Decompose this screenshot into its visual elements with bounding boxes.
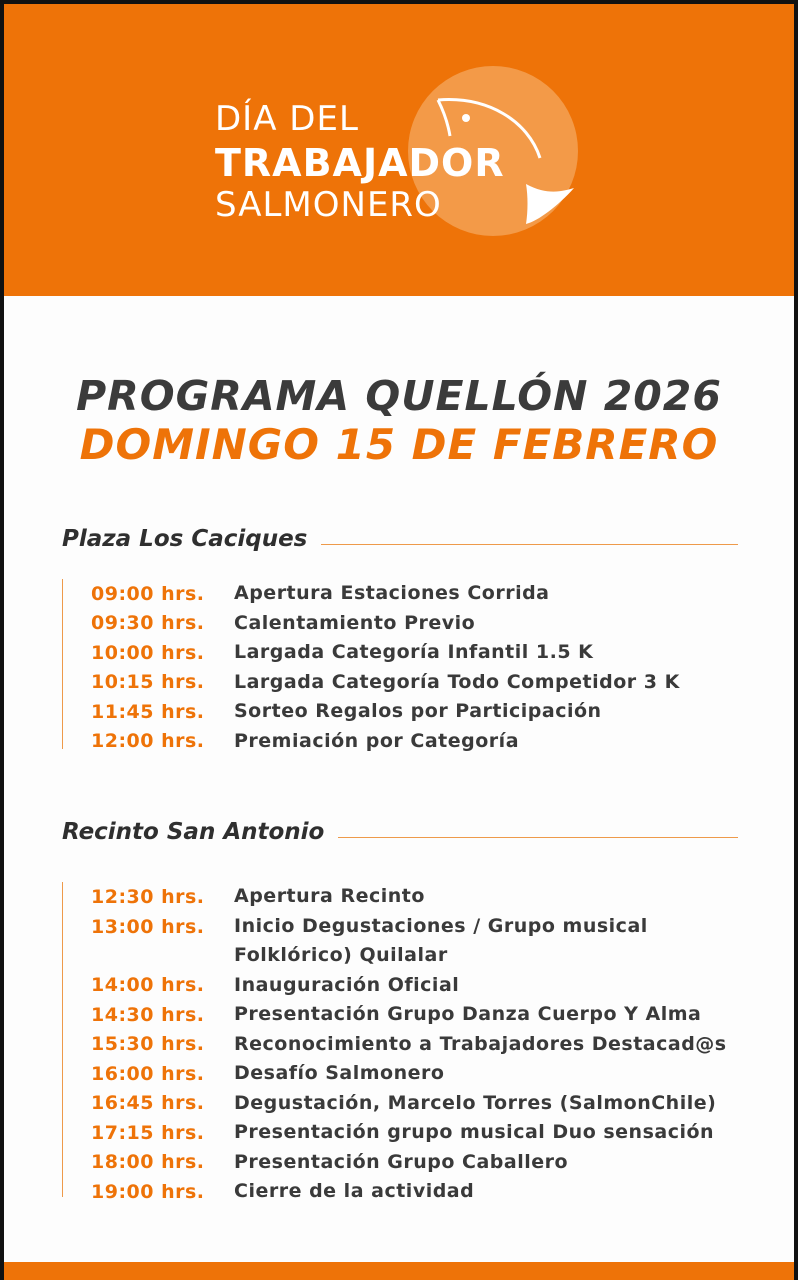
schedule-recinto	[62, 882, 727, 1203]
schedule-time: 12:00 hrs.	[91, 730, 205, 753]
schedule-time: 10:00 hrs.	[91, 641, 205, 664]
section-divider	[338, 837, 738, 838]
schedule-row	[91, 1177, 727, 1207]
program-title: PROGRAMA QUELLÓN 2026	[76, 372, 722, 420]
schedule-time: 19:00 hrs.	[91, 1180, 205, 1203]
program-date: DOMINGO 15 DE FEBRERO	[79, 420, 719, 469]
schedule-activity: Calentamiento Previo	[234, 611, 476, 634]
schedule-row	[91, 697, 680, 727]
schedule-activity: Sorteo Regalos por Participación	[234, 700, 602, 722]
schedule-row	[91, 1148, 727, 1178]
schedule-activity: Apertura Estaciones Corrida	[234, 582, 550, 604]
schedule-activity: Largada Categoría Todo Competidor 3 K	[234, 670, 680, 693]
frame-right	[794, 0, 798, 1280]
schedule-activity: Inicio Degustaciones / Grupo musical	[234, 914, 648, 937]
footer-bar	[4, 1262, 794, 1280]
schedule-activity: Degustación, Marcelo Torres (SalmonChile)	[234, 1091, 717, 1114]
section-title: Plaza Los Caciques	[62, 526, 308, 552]
header-banner	[4, 4, 794, 296]
schedule-row	[91, 882, 727, 912]
schedule-activity: Apertura Recinto	[234, 885, 425, 907]
schedule-row	[91, 727, 680, 757]
schedule-activity: Presentación Grupo Caballero	[234, 1150, 569, 1173]
schedule-time: 15:30 hrs.	[91, 1033, 205, 1056]
schedule-time: 16:00 hrs.	[91, 1062, 205, 1085]
schedule-activity-continued: Folklórico) Quilalar	[234, 944, 448, 966]
logo-line-1: DÍA DEL	[215, 99, 359, 139]
schedule-activity-multiline	[234, 912, 648, 971]
section-header-plaza	[62, 526, 738, 552]
schedule-row	[91, 668, 680, 698]
schedule-row	[91, 579, 680, 609]
schedule-row	[91, 638, 680, 668]
schedule-time: 14:00 hrs.	[91, 974, 205, 997]
logo-wordmark	[215, 99, 505, 225]
schedule-row	[91, 1118, 727, 1148]
schedule-row	[91, 609, 680, 639]
schedule-activity: Presentación Grupo Danza Cuerpo Y Alma	[234, 1003, 702, 1025]
schedule-plaza	[62, 579, 680, 753]
logo-line-3: SALMONERO	[215, 185, 442, 225]
schedule-activity: Inauguración Oficial	[234, 973, 460, 996]
schedule-activity: Cierre de la actividad	[234, 1180, 475, 1202]
section-header-recinto	[62, 819, 738, 845]
schedule-row	[91, 1030, 727, 1060]
schedule-time: 18:00 hrs.	[91, 1151, 205, 1174]
section-title: Recinto San Antonio	[62, 819, 325, 845]
schedule-activity: Desafío Salmonero	[234, 1062, 445, 1084]
schedule-time: 10:15 hrs.	[91, 671, 205, 694]
schedule-row	[91, 1089, 727, 1119]
schedule-row	[91, 1000, 727, 1030]
schedule-time: 09:00 hrs.	[91, 582, 205, 605]
schedule-row	[91, 971, 727, 1001]
schedule-time: 13:00 hrs.	[91, 915, 205, 938]
schedule-time: 16:45 hrs.	[91, 1092, 205, 1115]
schedule-activity: Premiación por Categoría	[234, 729, 520, 752]
schedule-activity: Reconocimiento a Trabajadores Destacad@s	[234, 1032, 727, 1055]
logo-line-2: TRABAJADOR	[215, 141, 505, 185]
section-divider	[321, 544, 738, 545]
schedule-row	[91, 912, 727, 971]
schedule-time: 14:30 hrs.	[91, 1003, 205, 1026]
schedule-time: 11:45 hrs.	[91, 700, 205, 723]
schedule-row	[91, 1059, 727, 1089]
schedule-time: 09:30 hrs.	[91, 612, 205, 635]
schedule-activity: Largada Categoría Infantil 1.5 K	[234, 641, 594, 663]
schedule-time: 17:15 hrs.	[91, 1121, 205, 1144]
schedule-time: 12:30 hrs.	[91, 885, 205, 908]
schedule-activity: Presentación grupo musical Duo sensación	[234, 1121, 715, 1143]
